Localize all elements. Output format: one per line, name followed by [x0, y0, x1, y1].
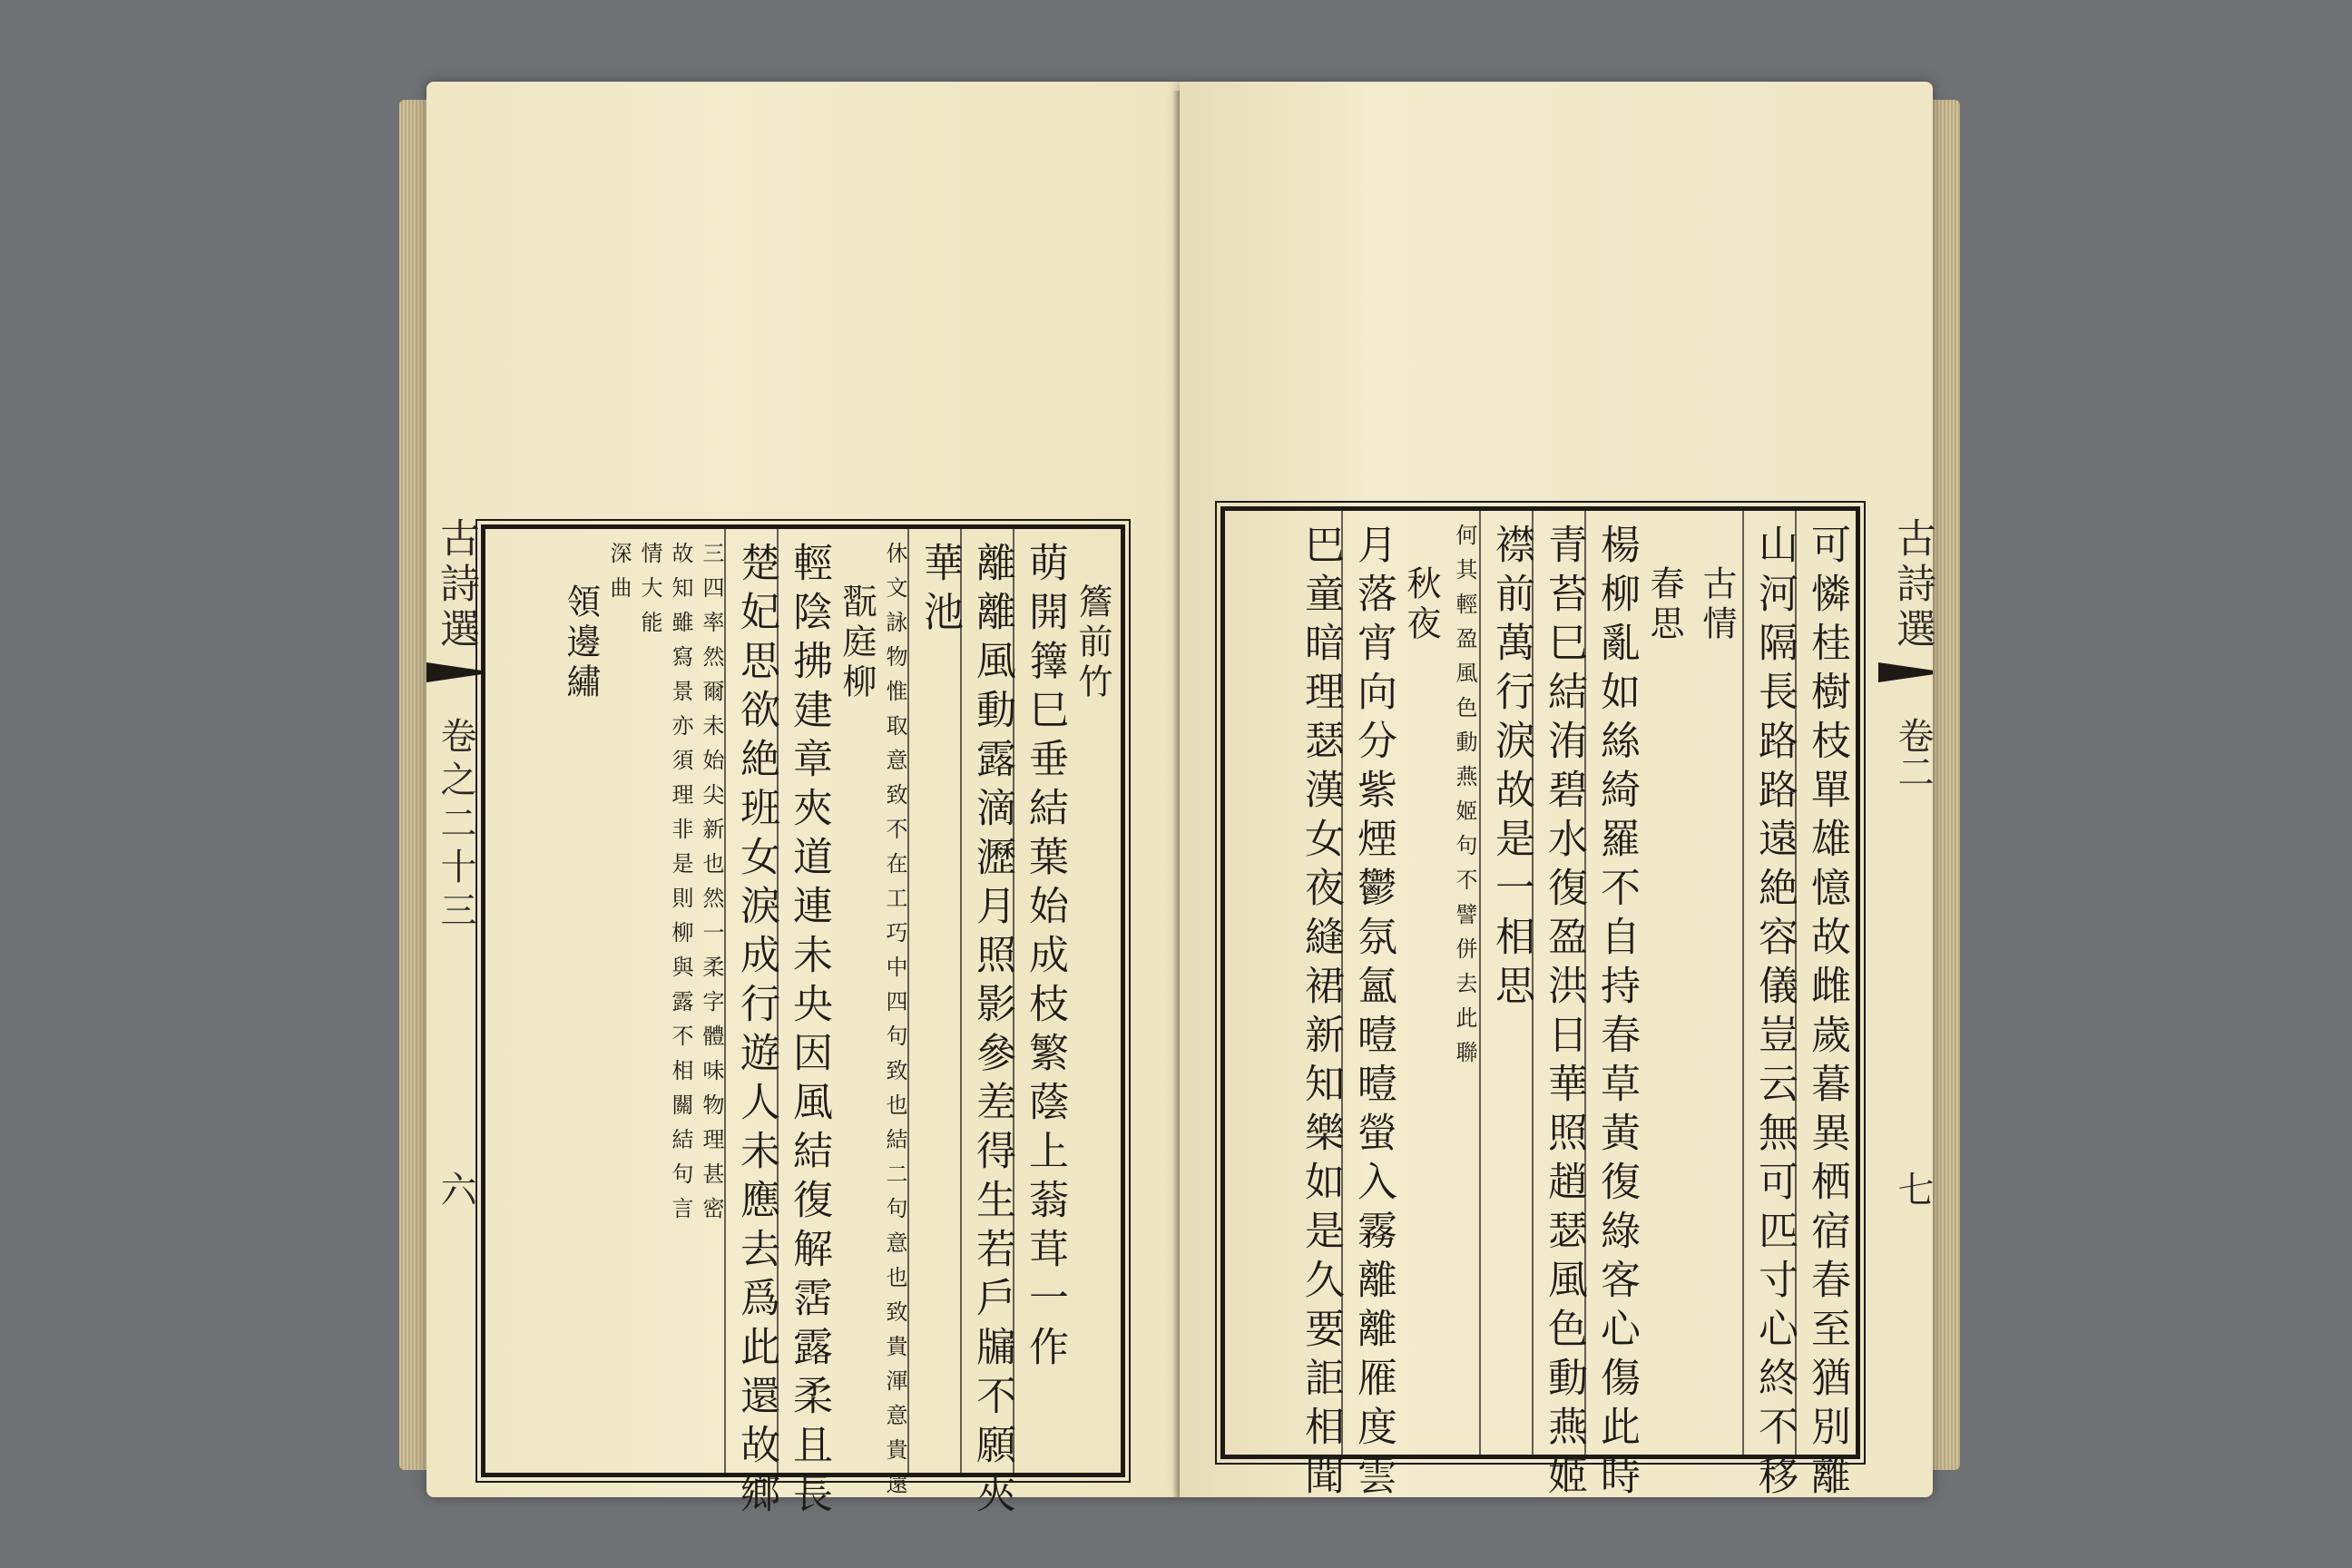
left-margin-leaf: 六	[435, 1171, 476, 1207]
text-column: 月落宵向分紫煙鬱氛氳曀曀螢入霧離離雁度雲	[1350, 524, 1396, 1504]
text-column: 萌開籜巳垂結葉始成枝繁蔭上蓊茸一作	[1022, 542, 1068, 1375]
left-page	[426, 82, 1180, 1522]
text-column: 襟前萬行淚故是一相思	[1488, 524, 1534, 1014]
text-column: 三四率然爾未始尖新也然一柔字體味物理甚密	[699, 542, 724, 1231]
text-column: 古情	[1697, 565, 1737, 645]
right-margin-volume: 卷二	[1892, 717, 1934, 789]
text-column: 楚妃思欲絶班女淚成行遊人未應去爲此還故鄉	[733, 542, 779, 1522]
text-column: 輕陰拂建章夾道連未央因風結復解霑露柔且長	[786, 542, 832, 1522]
left-margin-volume: 卷之二十三	[435, 717, 476, 935]
text-column: 秋夜	[1401, 565, 1441, 645]
left-margin-book-title: 古詩選	[433, 517, 479, 653]
text-column: 青苔巳結洧碧水復盈洪日華照趙瑟風色動燕姬	[1541, 524, 1587, 1504]
right-margin-book-title: 古詩選	[1889, 517, 1936, 653]
text-column: 楊柳亂如絲綺羅不自持春草黃復綠客心傷此時	[1593, 524, 1640, 1504]
text-column: 故知雖寫景亦須理非是則柳與露不相關結句言	[668, 542, 693, 1231]
text-column: 離離風動露滴瀝月照影參差得生若戶牖不願夾	[969, 542, 1015, 1522]
open-book	[399, 64, 1960, 1522]
text-column: 翫庭柳	[837, 583, 877, 703]
text-column: 春思	[1644, 565, 1684, 645]
right-text-frame	[1220, 506, 1860, 1504]
right-margin-leaf: 七	[1892, 1171, 1934, 1207]
text-column: 可憐桂樹枝單雄憶故雌歲暮異栖宿春至猶別離	[1804, 524, 1850, 1504]
text-column: 華池	[916, 542, 963, 640]
column-divider	[1742, 511, 1744, 1455]
text-column: 何其輕盈風色動燕姬句不譬併去此聯	[1452, 524, 1477, 1075]
text-column: 深曲	[606, 542, 632, 611]
text-column: 情大能	[637, 542, 662, 645]
text-column: 簷前竹	[1073, 583, 1112, 703]
right-fishtail-mark	[1878, 662, 1933, 682]
text-column: 休文詠物惟取意致不在工巧中四句致也結二句意也致貴渾意貴遠	[882, 542, 907, 1507]
text-column: 巴童暗理瑟漢女夜縫裙新知樂如是久要詎相聞	[1298, 524, 1344, 1504]
left-fishtail-mark	[426, 662, 481, 682]
text-column: 領邊繡	[561, 583, 601, 703]
left-text-frame	[481, 524, 1125, 1522]
text-column: 山河隔長路路遠絶容儀豈云無可匹寸心終不移	[1751, 524, 1798, 1504]
